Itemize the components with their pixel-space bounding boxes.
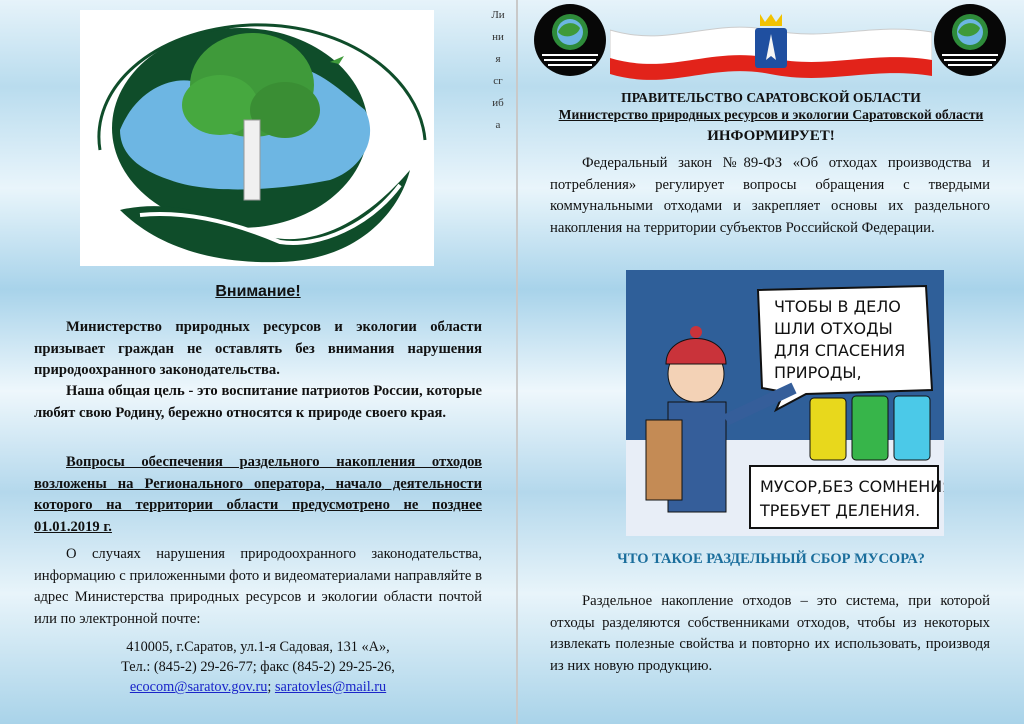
comic-caption-line: МУСОР,БЕЗ СОМНЕНИЯ, — [760, 477, 944, 496]
email-link-ecocom[interactable]: ecocom@saratov.gov.ru — [129, 679, 268, 695]
ministry-badge-icon — [934, 4, 1006, 76]
regional-operator-paragraph: Вопросы обеспечения раздельного накопления отходов возложены на Регионального оператора, начало деятельности которого на территории области предусмотрено не позднее 01.01.2019 г. — [34, 454, 482, 535]
appeal-paragraph: Министерство природных ресурсов и экологии области призывает граждан не оставлять без внимания нарушения природоохранного законодательства. — [34, 319, 482, 378]
fold-note-line: я — [495, 53, 501, 65]
ministry-title: Министерство природных ресурсов и экологии Саратовской области — [558, 107, 984, 122]
fold-note-line: иб — [492, 97, 504, 109]
sorting-comic-illustration — [626, 270, 944, 536]
fold-line-note — [488, 4, 508, 136]
comic-bubble-line: ЧТОБЫ В ДЕЛО — [774, 297, 901, 316]
tree-hand-icon — [80, 10, 434, 266]
sorting-definition-paragraph: Раздельное накопление отходов – это система, при которой отходы разделяются собственниками отходов, чтобы из некоторых извлекать полезные свойства и повторно их использовать, производя из них новую продукцию. — [550, 593, 990, 674]
goal-paragraph: Наша общая цель - это воспитание патриотов России, которые любят свою Родину, бережно относятся к природе своего края. — [34, 383, 482, 421]
fold-note-line: Ли — [491, 9, 505, 21]
informs-heading: ИНФОРМИРУЕТ! — [707, 128, 835, 144]
comic-bubble-line: ДЛЯ СПАСЕНИЯ — [774, 341, 906, 360]
government-title: ПРАВИТЕЛЬСТВО САРАТОВСКОЙ ОБЛАСТИ — [621, 90, 921, 105]
eco-logo — [80, 10, 434, 266]
email-link-saratovles[interactable]: saratovles@mail.ru — [274, 679, 387, 695]
comic-bubble-line: ШЛИ ОТХОДЫ — [774, 319, 893, 338]
contact-paragraph: О случаях нарушения природоохранного законодательства, информацию с приложенными фото и видеоматериалами направляйте в адрес Министерства природных ресурсов и экологии области почтой или по электронной почте: — [34, 546, 482, 627]
fold-note-line: сг — [493, 75, 503, 87]
law-paragraph: Федеральный закон №89-ФЗ «Об отходах производства и потребления» регулирует вопросы обращения с твердыми коммунальными отходами и закрепляет основы их раздельного накопления на территории субъектов Российской Федерации. — [550, 155, 990, 236]
email-line — [34, 677, 482, 697]
ministry-badge-icon — [534, 4, 606, 76]
postal-address: 410005, г.Саратов, ул.1-я Садовая, 131 «А», — [126, 639, 390, 655]
phone-fax: Тел.: (845-2) 29-26-77; факс (845-2) 29-25-26, — [121, 659, 395, 675]
comic-bubble-line: ПРИРОДЫ, — [774, 363, 862, 382]
saratov-flag-icon — [610, 8, 932, 86]
fold-note-line: а — [495, 119, 501, 131]
right-panel — [518, 0, 1024, 724]
sorting-question-heading: ЧТО ТАКОЕ РАЗДЕЛЬНЫЙ СБОР МУСОРА? — [617, 551, 925, 567]
email-separator: ; — [267, 679, 275, 695]
contact-address — [34, 637, 482, 697]
fold-note-line: ни — [492, 31, 504, 43]
attention-heading: Внимание! — [215, 283, 301, 300]
comic-caption-line: ТРЕБУЕТ ДЕЛЕНИЯ. — [760, 501, 921, 520]
